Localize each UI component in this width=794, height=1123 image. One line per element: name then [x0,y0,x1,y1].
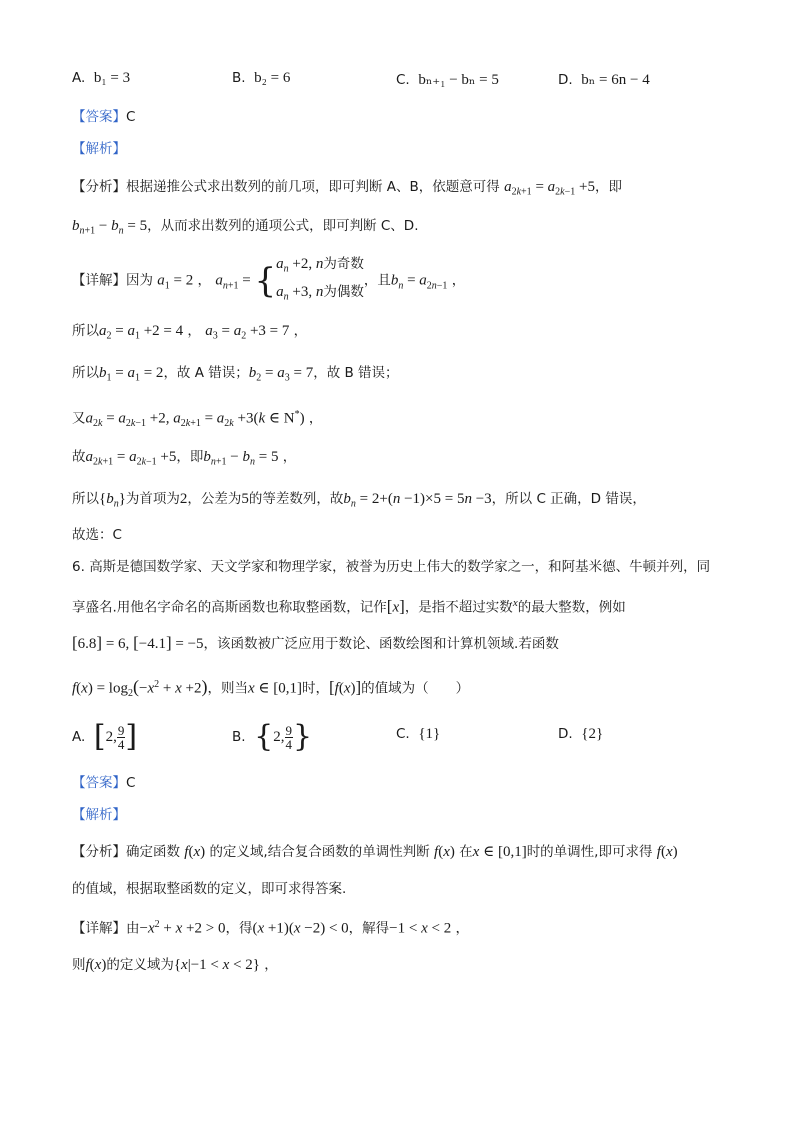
q5-detail-line5: 故$a_{2k+1} = a_{2k-1} +5$，即$b_{n+1} - b_n = 5$ ， [72,449,297,468]
q6-option-c[interactable]: C. {1} [396,726,441,742]
q5-option-b[interactable]: B. b₂ = 6 [232,70,291,86]
q6-detail-line1: 【详解】由$-x^2 + x +2 > 0$，得(x +1)(x −2) < 0，解得−1 < x < 2 ， [72,919,470,937]
q6-fenxi-line1: 【分析】确定函数 f(x) 的定义域,结合复合函数的单调性判断 f(x) 在x ∈ [0,1]时的单调性,即可求得 f(x) [72,844,678,860]
q5-choose: 故选：C [72,527,122,543]
q5-detail-line2: 所以$a_2 = a_1 +2 = 4$ ， $a_3 = a_2 +3 = 7$ ， [72,323,308,342]
q5-detail-line3: 所以$b_1 = a_1 = 2$，故 A 错误；$b_2 = a_3 = 7$，故 B 错误； [72,365,399,384]
q5-option-d[interactable]: D. bₙ = 6n − 4 [558,72,650,88]
q6-option-d[interactable]: D. {2} [558,726,604,742]
q5-answer: 【答案】C [72,109,136,125]
q6-text-line1: 6. 高斯是德国数学家、天文学家和物理学家，被誉为历史上伟大的数学家之一，和阿基米德、牛顿并列，同 [72,559,711,575]
q6-text-line4: $f(x) = \log_2(-x^2 + x +2)$，则当x ∈ [0,1]时，[f(x)]的值域为（ ） [72,676,470,700]
q5-detail-line6: 所以$\{b_n\}$为首项为2，公差为5的等差数列，故$b_n = 2+(n -1)\times 5 = 5n -3$，所以 C 正确，D 错误， [72,491,646,510]
q5-detail-line1: 【详解】因为 $a_1 = 2$ ， $a_{n+1}$ = { $a_n +2$, n为奇数 $a_n +3$, n为偶数 ，且$b_n = a_{2n-1}$ ， [72,256,466,303]
q6-fenxi-line2: 的值域，根据取整函数的定义，即可求得答案. [72,881,347,897]
q5-analysis-tag: 【解析】 [72,141,126,157]
q6-option-b[interactable]: B. {2, $\frac{9}{4}$ } [232,719,313,754]
q6-text-line3: [6.8] = 6, [−4.1] = −5，该函数被广泛应用于数论、函数绘图和计算机领域.若函数 [72,633,559,652]
q5-detail-line4: 又$a_{2k} = a_{2k-1} +2$, $a_{2k+1} = a_{2k} +3(k$ ∈ N*) ， [72,409,323,430]
q6-detail-line2: 则f(x)的定义域为{x|−1 < x < 2} ， [72,957,278,973]
q5-fenxi-line2: $b_{n+1} - b_n = 5$，从而求出数列的通项公式，即可判断 C、D. [72,218,419,237]
q5-fenxi-line1: 【分析】根据递推公式求出数列的前几项，即可判断 A、B，依题意可得 $a_{2k+1} = a_{2k-1} +5$，即 [72,179,622,198]
q6-answer: 【答案】C [72,775,136,791]
q6-analysis-tag: 【解析】 [72,807,126,823]
q6-option-a[interactable]: A. [2, $\frac{9}{4}$ ] [72,719,138,754]
q5-option-c[interactable]: C. bₙ₊₁ − bₙ = 5 [396,72,499,88]
q6-text-line2: 享盛名.用他名字命名的高斯函数也称取整函数，记作[x]，是指不超过实数$^x$的最大整数，例如 [72,596,626,616]
q5-option-a[interactable]: A. b₁ = 3 [72,70,131,86]
